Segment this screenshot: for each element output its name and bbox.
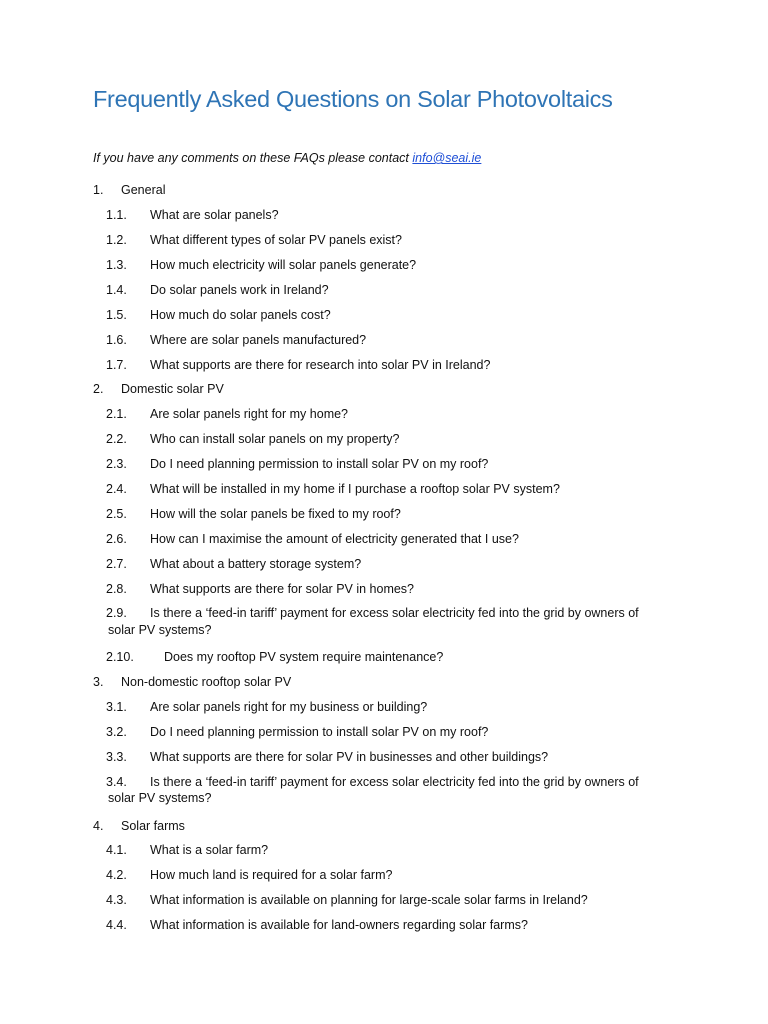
item-number: 2.1. <box>106 407 127 421</box>
item-question: How will the solar panels be fixed to my roof? <box>150 507 401 521</box>
item-number: 2.6. <box>106 532 127 546</box>
item-number: 1.2. <box>106 233 127 247</box>
section-number: 1. <box>93 183 104 197</box>
item-question: What are solar panels? <box>150 208 279 222</box>
item-question: What information is available for land-owners regarding solar farms? <box>150 918 528 932</box>
item-question: What information is available on planning for large-scale solar farms in Ireland? <box>150 893 588 907</box>
item-number: 1.5. <box>106 308 127 322</box>
item-question: What supports are there for research into solar PV in Ireland? <box>150 358 491 372</box>
item-number: 4.2. <box>106 868 127 882</box>
item-number: 2.9. <box>106 606 127 620</box>
item-question: Are solar panels right for my home? <box>150 407 349 421</box>
item-number: 1.1. <box>106 208 127 222</box>
contact-email-link[interactable]: info@seai.ie <box>412 151 482 165</box>
item-question: Is there a ‘feed-in tariff’ payment for excess solar electricity fed into the grid by owners of <box>150 775 639 789</box>
item-question: Who can install solar panels on my property? <box>150 432 400 446</box>
section-number: 3. <box>93 675 104 689</box>
item-question: What supports are there for solar PV in homes? <box>150 582 415 596</box>
intro-text: If you have any comments on these FAQs please contact <box>93 151 409 165</box>
item-number: 1.7. <box>106 358 127 372</box>
item-question: How can I maximise the amount of electricity generated that I use? <box>150 532 519 546</box>
item-number: 1.6. <box>106 333 127 347</box>
item-question: Are solar panels right for my business or building? <box>150 700 428 714</box>
item-number: 4.4. <box>106 918 127 932</box>
item-number: 2.8. <box>106 582 127 596</box>
item-question-continuation: solar PV systems? <box>108 623 212 637</box>
item-number: 3.4. <box>106 775 127 789</box>
item-question: What different types of solar PV panels exist? <box>150 233 402 247</box>
item-number: 2.10. <box>106 650 134 664</box>
item-number: 3.1. <box>106 700 127 714</box>
section-title: Non-domestic rooftop solar PV <box>121 675 292 689</box>
section-title: Domestic solar PV <box>121 382 224 396</box>
item-number: 4.1. <box>106 843 127 857</box>
item-question: How much electricity will solar panels generate? <box>150 258 417 272</box>
item-number: 3.3. <box>106 750 127 764</box>
item-number: 2.4. <box>106 482 127 496</box>
item-number: 3.2. <box>106 725 127 739</box>
item-question: What about a battery storage system? <box>150 557 362 571</box>
item-question: What is a solar farm? <box>150 843 269 857</box>
intro-line <box>93 151 481 165</box>
item-question: Where are solar panels manufactured? <box>150 333 367 347</box>
item-question: Do I need planning permission to install solar PV on my roof? <box>150 457 489 471</box>
section-title: General <box>121 183 166 197</box>
item-question-continuation: solar PV systems? <box>108 791 212 805</box>
item-question: Do I need planning permission to install solar PV on my roof? <box>150 725 489 739</box>
item-number: 2.2. <box>106 432 127 446</box>
page-title: Frequently Asked Questions on Solar Photovoltaics <box>93 86 613 112</box>
item-question: Do solar panels work in Ireland? <box>150 283 329 297</box>
item-number: 1.3. <box>106 258 127 272</box>
section-title: Solar farms <box>121 819 185 833</box>
item-number: 2.5. <box>106 507 127 521</box>
item-number: 1.4. <box>106 283 127 297</box>
item-number: 2.3. <box>106 457 127 471</box>
item-number: 2.7. <box>106 557 127 571</box>
item-question: What supports are there for solar PV in businesses and other buildings? <box>150 750 549 764</box>
item-question: Is there a ‘feed-in tariff’ payment for excess solar electricity fed into the grid by owners of <box>150 606 639 620</box>
item-question: How much do solar panels cost? <box>150 308 331 322</box>
item-number: 4.3. <box>106 893 127 907</box>
section-number: 4. <box>93 819 104 833</box>
item-question: Does my rooftop PV system require maintenance? <box>164 650 444 664</box>
item-question: How much land is required for a solar farm? <box>150 868 393 882</box>
section-number: 2. <box>93 382 104 396</box>
item-question: What will be installed in my home if I purchase a rooftop solar PV system? <box>150 482 560 496</box>
